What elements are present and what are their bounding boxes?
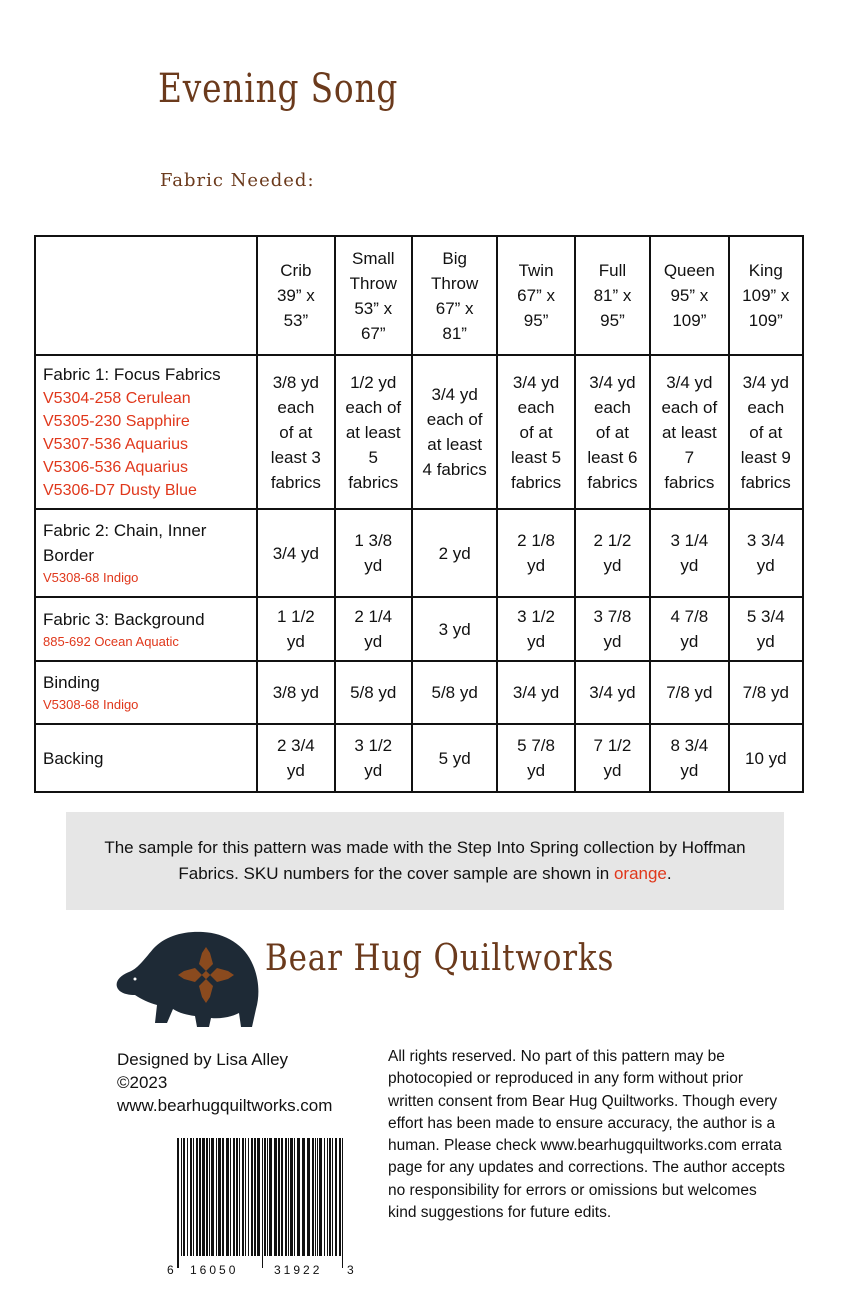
sample-note (66, 812, 784, 910)
barcode-digit-lead: 6 (167, 1263, 174, 1277)
yardage-cell: 7/8 yd (650, 661, 728, 724)
barcode-bar (324, 1138, 325, 1256)
row-label: Fabric 3: Background (43, 609, 205, 629)
yardage-cell: 3 3/4 yd (729, 509, 803, 597)
yardage-cell: 3 yd (412, 597, 497, 661)
sku-text: V5304-258 Cerulean (43, 390, 191, 407)
size-name: Big Throw (431, 248, 479, 293)
yardage-cell: 4 7/8 yd (650, 597, 728, 661)
barcode-digits-left: 16050 (190, 1263, 239, 1277)
size-dims: 67” x 81” (435, 298, 474, 343)
page-title: Evening Song (158, 66, 399, 112)
rights-notice: All rights reserved. No part of this pattern may be photocopied or reproduced in any form without prior written consent from Bear Hug Quiltworks. Though every effort has been made to ensure accuracy, the author is a human. Please check www.bearhugquiltworks.com errata page for any updates and corrections. The author accepts no responsibility for errors or omissions but welcomes kind suggestions for future edits. (388, 1048, 785, 1222)
yardage-cell: 1 3/8 yd (335, 509, 412, 597)
barcode-bar (199, 1138, 201, 1256)
barcode-bar (278, 1138, 280, 1256)
size-dims: 39” x 53” (276, 286, 315, 330)
yardage-cell: 5/8 yd (335, 661, 412, 724)
size-header (650, 236, 728, 355)
table-row (35, 509, 803, 597)
barcode-bar (307, 1138, 310, 1256)
size-header (729, 236, 803, 355)
row-label-cell (35, 509, 257, 597)
barcode-bar (342, 1138, 343, 1268)
barcode-bar (267, 1138, 268, 1256)
row-label: Binding (43, 673, 100, 692)
size-header (257, 236, 334, 355)
barcode-bar (339, 1138, 341, 1256)
barcode-bar (269, 1138, 272, 1256)
size-name: Full (598, 261, 627, 280)
barcode-bar (222, 1138, 224, 1256)
sku-text: V5308-68 Indigo (43, 697, 139, 712)
sku-text: V5307-536 Aquarius (43, 436, 188, 453)
yardage-cell: 7/8 yd (729, 661, 803, 724)
yardage-cell: 2 1/4 yd (335, 597, 412, 661)
bear-eye (134, 978, 137, 981)
sample-note-text (85, 835, 765, 887)
barcode-bar (206, 1138, 208, 1256)
barcode-bar (264, 1138, 266, 1256)
size-name: Queen (663, 261, 715, 280)
barcode-bar (329, 1138, 331, 1256)
barcode-digits-right: 31922 (274, 1263, 323, 1277)
barcode-icon (165, 1138, 357, 1283)
table-corner-cell (35, 236, 257, 355)
yardage-cell: 2 1/8 yd (497, 509, 574, 597)
yardage-cell: 5/8 yd (412, 661, 497, 724)
size-header (335, 236, 412, 355)
barcode-bar (288, 1138, 289, 1256)
barcode-bar (302, 1138, 305, 1256)
yardage-cell: 5 yd (412, 724, 497, 792)
row-label: Backing (43, 748, 104, 768)
sku-text: 885-692 Ocean Aquatic (43, 633, 179, 649)
yardage-cell: 8 3/4 yd (650, 724, 728, 792)
barcode-bar (297, 1138, 300, 1256)
barcode-bar (216, 1138, 217, 1256)
yardage-cell: 3/4 yd each of at least 6 fabrics (575, 355, 650, 509)
yardage-cell: 3 7/8 yd (575, 597, 650, 661)
designer-name: Designed by Lisa Alley (117, 1050, 289, 1069)
yardage-cell: 3/4 yd each of at least 4 fabrics (412, 355, 497, 509)
size-dims: 95” x 109” (670, 286, 709, 330)
barcode-bar (190, 1138, 192, 1256)
barcode-bar (248, 1138, 249, 1256)
barcode-bar (230, 1138, 231, 1256)
barcode-bar (312, 1138, 314, 1256)
sku-text: V5306-536 Aquarius (43, 459, 188, 476)
barcode-bar (181, 1138, 182, 1268)
size-header (575, 236, 650, 355)
yardage-cell: 1 1/2 yd (257, 597, 334, 661)
table-row (35, 661, 803, 724)
table-row (35, 724, 803, 792)
yardage-cell: 1/2 yd each of at least 5 fabrics (335, 355, 412, 509)
yardage-cell: 3/4 yd each of at least 9 fabrics (729, 355, 803, 509)
barcode-bar (251, 1138, 253, 1256)
barcode-bar (242, 1138, 244, 1256)
barcode-bar (327, 1138, 328, 1256)
yardage-cell: 5 7/8 yd (497, 724, 574, 792)
barcode-bar (281, 1138, 283, 1256)
row-label: Fabric 2: Chain, Inner Border (43, 521, 207, 565)
row-label-cell (35, 724, 257, 792)
row-label-cell (35, 597, 257, 661)
barcode-bar (233, 1138, 235, 1256)
barcode-bar (254, 1138, 256, 1256)
barcode-bar (274, 1138, 277, 1256)
size-dims: 81” x 95” (593, 286, 632, 330)
note-text: The sample for this pattern was made with the Step Into Spring collection by Hoffman Fabrics. SKU numbers for the cover sample are shown in (104, 838, 746, 883)
barcode-bar (257, 1138, 260, 1256)
designer-block (117, 1048, 332, 1117)
yardage-cell: 3/4 yd (575, 661, 650, 724)
yardage-cell: 3/4 yd each of at least 7 fabrics (650, 355, 728, 509)
barcode-bar (196, 1138, 198, 1256)
yardage-cell: 3 1/2 yd (335, 724, 412, 792)
barcode-bar (319, 1138, 322, 1256)
barcode-bar (236, 1138, 238, 1256)
note-highlight: orange (613, 864, 667, 883)
barcode-bar (332, 1138, 333, 1256)
barcode-bar (211, 1138, 214, 1256)
size-dims: 67” x 95” (517, 286, 555, 330)
note-end: . (666, 864, 672, 883)
barcode-digit-check: 3 (347, 1263, 354, 1277)
fabric-table (34, 235, 804, 793)
yardage-cell: 2 1/2 yd (575, 509, 650, 597)
bear-logo-icon (113, 925, 263, 1030)
size-name: Small Throw (349, 248, 397, 293)
barcode-bar (294, 1138, 295, 1256)
size-dims: 109” x 109” (742, 286, 790, 330)
table-row (35, 597, 803, 661)
barcode-bar (218, 1138, 221, 1256)
barcode-bar (335, 1138, 337, 1256)
yardage-cell: 3/8 yd each of at least 3 fabrics (257, 355, 334, 509)
yardage-cell: 5 3/4 yd (729, 597, 803, 661)
yardage-cell: 2 yd (412, 509, 497, 597)
yardage-cell: 2 3/4 yd (257, 724, 334, 792)
barcode-bar (239, 1138, 240, 1256)
barcode-bar (187, 1138, 188, 1256)
barcode-bar (285, 1138, 287, 1256)
size-name: King (748, 261, 783, 280)
size-name: Twin (518, 261, 554, 280)
yardage-cell: 7 1/2 yd (575, 724, 650, 792)
barcode-bar (226, 1138, 229, 1256)
barcode-bar (317, 1138, 318, 1256)
yardage-cell: 3/4 yd each of at least 5 fabrics (497, 355, 574, 509)
barcode-bar (177, 1138, 179, 1268)
row-label-cell (35, 355, 257, 509)
sku-text: V5306-D7 Dusty Blue (43, 482, 197, 499)
sku-text: V5305-230 Sapphire (43, 413, 190, 430)
yardage-cell: 3/8 yd (257, 661, 334, 724)
barcode-bar (209, 1138, 210, 1256)
size-header (497, 236, 574, 355)
yardage-cell: 3/4 yd (257, 509, 334, 597)
barcode-bar (245, 1138, 246, 1256)
table-row (35, 355, 803, 509)
copyright-year: ©2023 (117, 1073, 168, 1092)
sku-text: V5308-68 Indigo (43, 570, 139, 585)
size-name: Crib (280, 261, 312, 280)
yardage-cell: 3 1/2 yd (497, 597, 574, 661)
barcode-bar (183, 1138, 185, 1256)
barcode-bars (177, 1138, 343, 1268)
yardage-cell: 10 yd (729, 724, 803, 792)
barcode-bar (290, 1138, 293, 1256)
website-link[interactable]: www.bearhugquiltworks.com (117, 1096, 333, 1115)
size-dims: 53” x 67” (354, 298, 393, 343)
yardage-cell: 3 1/4 yd (650, 509, 728, 597)
row-label: Fabric 1: Focus Fabrics (43, 365, 221, 384)
barcode-bar (193, 1138, 194, 1256)
barcode-bar (262, 1138, 263, 1268)
barcode-bar (315, 1138, 316, 1256)
yardage-cell: 3/4 yd (497, 661, 574, 724)
row-label-cell (35, 661, 257, 724)
size-header (412, 236, 497, 355)
table-header-row (35, 236, 803, 355)
fabric-needed-heading: Fabric Needed: (160, 170, 315, 191)
barcode-bar (202, 1138, 205, 1256)
brand-name: Bear Hug Quiltworks (265, 938, 615, 979)
